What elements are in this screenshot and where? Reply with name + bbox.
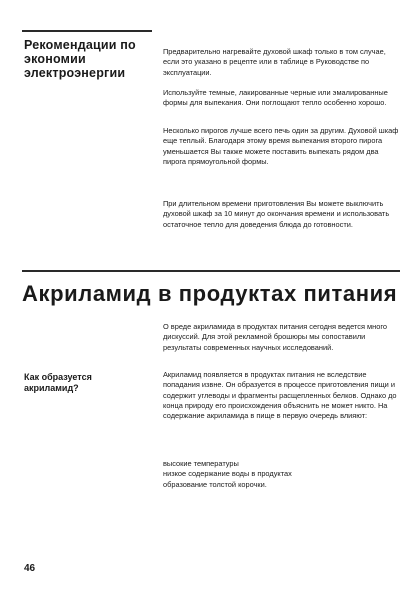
acrylamide-factors-list: [163, 459, 399, 490]
paragraph-preheat: Предварительно нагревайте духовой шкаф только в том случае, если это указано в рецепте или в таблице в Руководстве по эксплуатации.: [163, 47, 386, 77]
top-rule: [22, 30, 152, 32]
factor-item: низкое содержание воды в продуктах: [163, 469, 292, 479]
paragraph-residual-heat: При длительном времени приготовления Вы можете выключить духовой шкаф за 10 минут до окончания времени и использовать остаточное тепло для доведения блюда до готовности.: [163, 199, 390, 229]
paragraph-dark-forms: Используйте темные, лакированные черные или эмалированные формы для выпекания. Они поглощают тепло особенно хорошо.: [163, 88, 388, 108]
paragraph-baking-sequence: Несколько пирогов лучше всего печь один за другим. Духовой шкаф еще теплый. Благодаря этому время выпекания второго пирога уменьшается Вы также можете поставить выпекать рядом два пирога прямоугольной формы.: [163, 126, 399, 166]
page-number: 46: [24, 563, 36, 574]
paragraph-acrylamide-formation: Акриламид появляется в продуктах питания не вследствие попадания извне. Он образуется в процессе приготовления пищи и содержит углеводы и фрагменты расщепленных белков. Однако до конца природу его происхождения объяснить не может никто. На содержание акриламида в пище в первую очередь влияют:: [163, 370, 397, 421]
energy-saving-heading: Рекомендации по экономии электроэнергии: [24, 38, 136, 80]
paragraph-acrylamide-intro: О вреде акриламида в продуктах питания сегодня ведется много дискуссий. Для этой рекламной брошюры мы сопоставили результаты современных научных исследований.: [163, 322, 387, 352]
acrylamide-heading: Акриламид в продуктах питания: [22, 281, 398, 306]
factor-item: образование толстой корочки.: [163, 479, 267, 489]
section-divider: [22, 270, 400, 272]
factor-item: высокие температуры: [163, 459, 239, 468]
acrylamide-formation-question: Как образуется акриламид?: [24, 372, 92, 393]
